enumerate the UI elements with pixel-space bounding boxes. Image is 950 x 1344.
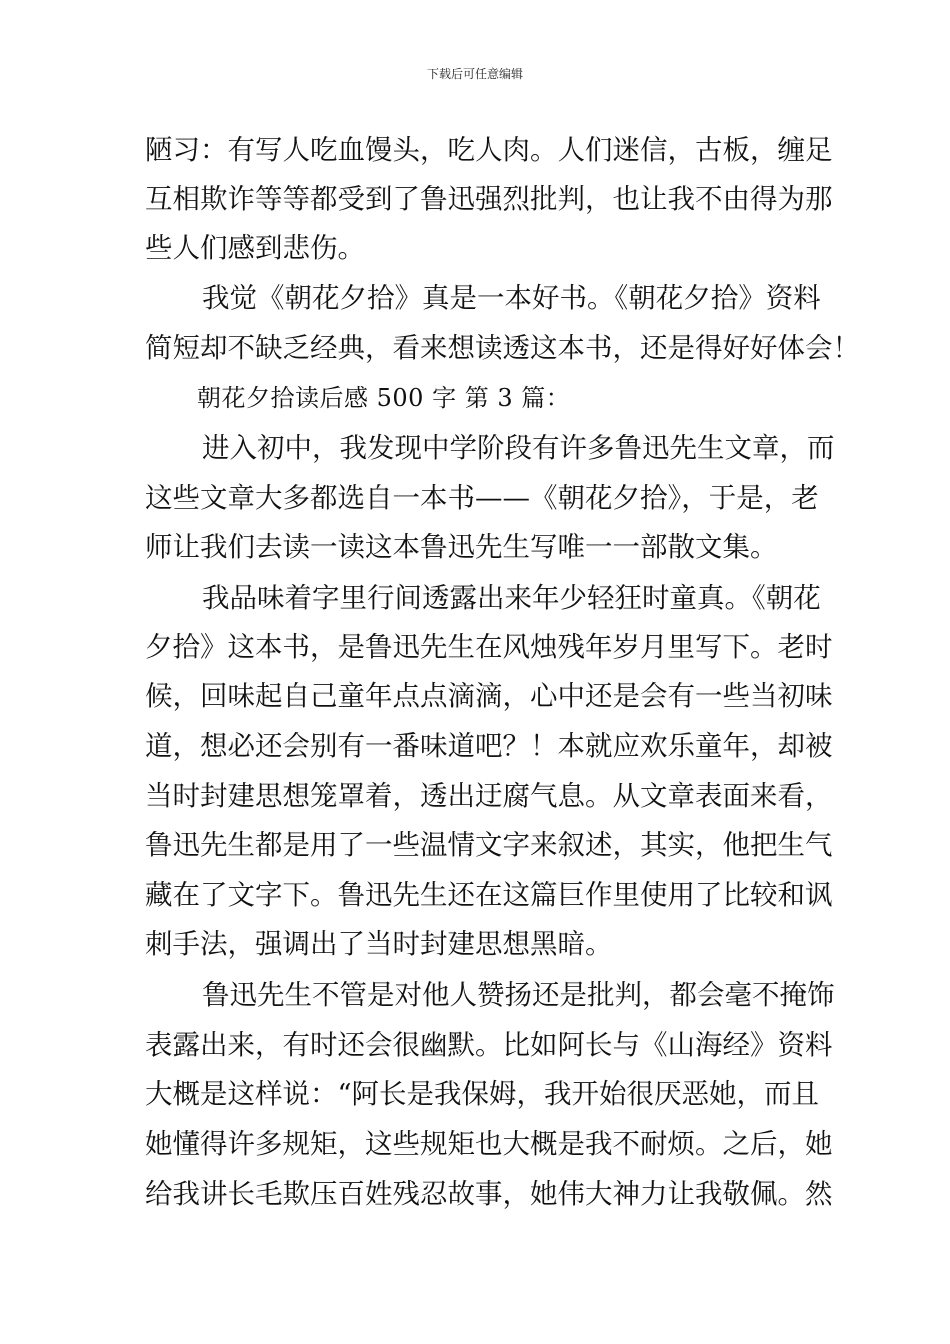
paragraph-first-line: 我觉《朝花夕拾》真是一本好书。《朝花夕拾》资料 [202, 282, 821, 314]
text-line: 她懂得许多规矩，这些规矩也大概是我不耐烦。之后，她 [145, 1128, 833, 1160]
text-line: 大概是这样说：“阿长是我保姆，我开始很厌恶她，而且 [145, 1078, 820, 1110]
text-line: 夕拾》这本书，是鲁迅先生在风烛残年岁月里写下。老时 [145, 631, 833, 663]
text-line: 当时封建思想笼罩着，透出迂腐气息。从文章表面来看， [145, 780, 833, 812]
text-line: 候，回味起自己童年点点滴滴，心中还是会有一些当初味 [145, 680, 833, 712]
text-line: 这些文章大多都选自一本书——《朝花夕拾》，于是，老 [145, 482, 819, 514]
text-line: 给我讲长毛欺压百姓残忍故事，她伟大神力让我敬佩。然 [145, 1178, 833, 1210]
paragraph-first-line: 进入初中，我发现中学阶段有许多鲁迅先生文章，而 [202, 432, 835, 464]
text-line: 鲁迅先生都是用了一些温情文字来叙述，其实，他把生气 [145, 829, 833, 861]
text-line: 简短却不缺乏经典，看来想读透这本书，还是得好好体会！ [145, 332, 860, 364]
page-header: 下载后可任意编辑 [426, 67, 523, 81]
text-line: 师让我们去读一读这本鲁迅先生写唯一一部散文集。 [145, 531, 778, 563]
text-line: 表露出来，有时还会很幽默。比如阿长与《山海经》资料 [145, 1029, 833, 1061]
text-line: 藏在了文字下。鲁迅先生还在这篇巨作里使用了比较和讽 [145, 879, 833, 911]
text-line: 互相欺诈等等都受到了鲁迅强烈批判，也让我不由得为那 [145, 183, 833, 215]
text-line: 刺手法，强调出了当时封建思想黑暗。 [145, 928, 613, 960]
text-line: 陋习：有写人吃血馒头，吃人肉。人们迷信，古板，缠足 [145, 134, 833, 166]
paragraph-first-line: 鲁迅先生不管是对他人赞扬还是批判，都会毫不掩饰 [202, 979, 835, 1011]
text-line: 些人们感到悲伤。 [145, 232, 365, 264]
paragraph-first-line: 我品味着字里行间透露出来年少轻狂时童真。《朝花 [202, 582, 821, 614]
section-heading: 朝花夕拾读后感 500 字 第 3 篇： [197, 384, 571, 412]
text-line: 道，想必还会别有一番味道吧？！本就应欢乐童年，却被 [145, 730, 833, 762]
